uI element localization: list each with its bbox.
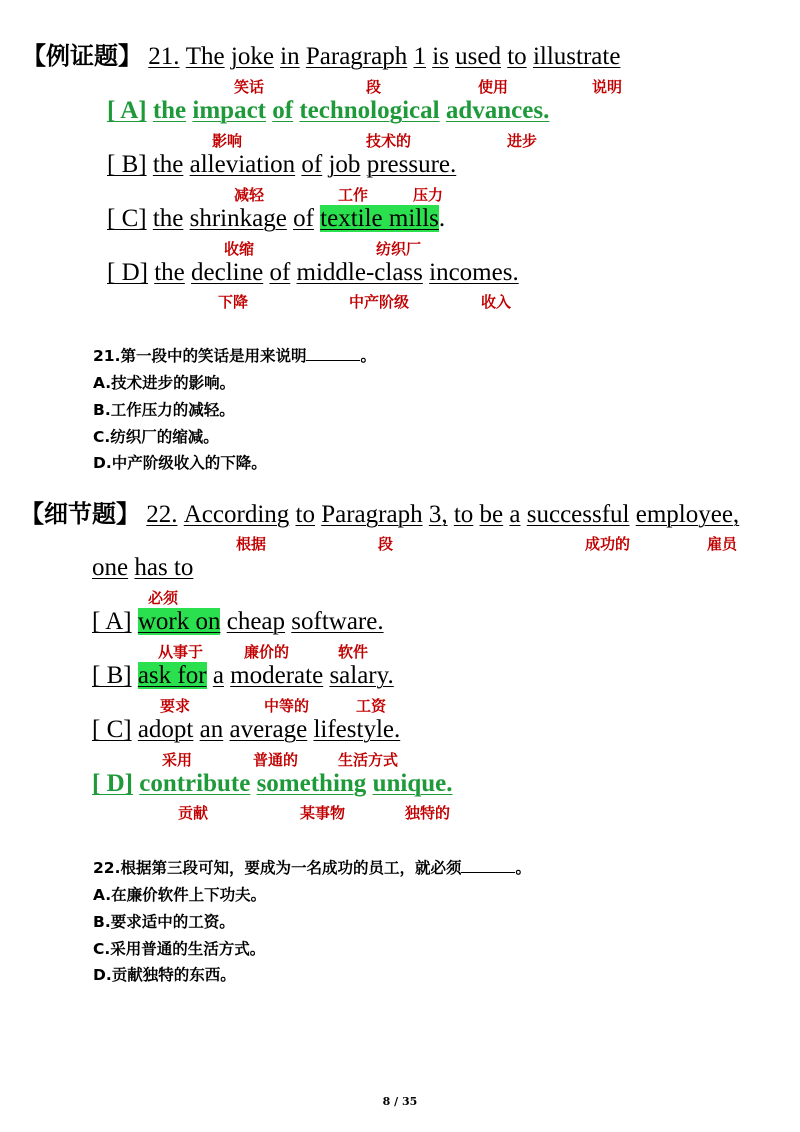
- word: of: [301, 151, 323, 178]
- gloss: 纺织厂: [376, 240, 422, 258]
- highlighted-word: work on: [137, 608, 221, 635]
- word: decline: [191, 259, 264, 286]
- gloss: 贡献: [178, 804, 209, 822]
- gloss: 根据: [236, 535, 267, 553]
- word: adopt: [137, 716, 194, 743]
- option-letter: [ C]: [107, 205, 147, 232]
- gloss: 下降: [218, 293, 249, 311]
- word: the: [152, 97, 187, 124]
- word: used: [455, 43, 501, 70]
- word: technological: [299, 97, 440, 124]
- word: incomes.: [429, 259, 519, 286]
- word: lifestyle.: [313, 716, 401, 743]
- gloss: 某事物: [300, 804, 346, 822]
- word: in: [280, 43, 300, 70]
- gloss: 软件: [338, 643, 369, 661]
- gloss: 廉价的: [244, 643, 290, 661]
- word: The: [185, 43, 225, 70]
- q21-stem: [22, 40, 620, 73]
- gloss: 中产阶级: [349, 293, 410, 311]
- gloss: 独特的: [405, 804, 451, 822]
- q22-stem: [20, 498, 739, 531]
- answer-blank: [306, 345, 360, 361]
- q22-num: 22.: [146, 501, 178, 528]
- q22-stem-line2: [92, 552, 193, 584]
- option-letter: [ D]: [107, 259, 148, 286]
- gloss: 要求: [160, 697, 191, 715]
- word: is: [432, 43, 449, 70]
- q21-option-a: [107, 95, 549, 127]
- word: Paragraph: [321, 501, 423, 528]
- zh-option: A.在廉价软件上下功夫。: [93, 886, 267, 904]
- word: the: [154, 259, 185, 286]
- zh-option: D.贡献独特的东西。: [93, 966, 236, 984]
- word: advances.: [445, 97, 550, 124]
- word: .: [438, 205, 446, 232]
- word: of: [272, 97, 294, 124]
- q22-option-a: [92, 606, 384, 638]
- gloss: 必须: [148, 589, 179, 607]
- word: a: [212, 662, 224, 689]
- gloss: 段: [366, 78, 382, 96]
- gloss: 笑话: [234, 78, 265, 96]
- word: the: [152, 205, 184, 232]
- word: According: [183, 501, 290, 528]
- word: to: [507, 43, 527, 70]
- gloss: 成功的: [585, 535, 631, 553]
- word: 1: [413, 43, 426, 70]
- option-letter: [ D]: [92, 770, 133, 797]
- zh-option: D.中产阶级收入的下降。: [93, 454, 267, 472]
- word: illustrate: [532, 43, 621, 70]
- gloss: 收入: [481, 293, 512, 311]
- gloss: 进步: [507, 132, 538, 150]
- word: shrinkage: [189, 205, 287, 232]
- word: one: [92, 554, 129, 581]
- word: unique.: [372, 770, 453, 797]
- option-letter: [ C]: [92, 716, 132, 743]
- option-letter: [ B]: [107, 151, 147, 178]
- word: to: [295, 501, 315, 528]
- word: alleviation: [189, 151, 296, 178]
- option-letter: [ A]: [92, 608, 132, 635]
- word: moderate: [230, 662, 324, 689]
- highlighted-word: textile mills: [320, 205, 439, 232]
- q21-option-c: [107, 203, 445, 235]
- gloss: 技术的: [366, 132, 412, 150]
- word: impact: [192, 97, 267, 124]
- zh-period: 。: [515, 859, 531, 877]
- gloss: 中等的: [264, 697, 310, 715]
- option-letter: [ B]: [92, 662, 132, 689]
- zh-period: 。: [360, 347, 376, 365]
- zh-question-text: 22.根据第三段可知，要成为一名成功的员工，就必须: [93, 859, 462, 877]
- q21-option-d: [107, 257, 519, 289]
- q21-zh-question: [93, 345, 376, 367]
- q22-zh-question: [93, 857, 531, 879]
- word: contribute: [139, 770, 251, 797]
- gloss: 工作: [338, 186, 369, 204]
- gloss: 影响: [212, 132, 243, 150]
- q22-tag: 【细节题】: [20, 500, 140, 528]
- word: average: [229, 716, 308, 743]
- word: an: [199, 716, 224, 743]
- gloss: 使用: [478, 78, 509, 96]
- q21-num: 21.: [148, 43, 180, 70]
- highlighted-word: ask for: [137, 662, 207, 689]
- zh-option: B.工作压力的减轻。: [93, 401, 235, 419]
- q21-option-b: [107, 149, 456, 181]
- word: middle-class: [296, 259, 423, 286]
- answer-blank: [461, 857, 515, 873]
- gloss: 从事于: [158, 643, 204, 661]
- word: of: [269, 259, 291, 286]
- word: the: [152, 151, 184, 178]
- q22-option-d: [92, 768, 452, 800]
- word: successful: [526, 501, 630, 528]
- page-number: 8 / 35: [382, 1095, 418, 1108]
- word: Paragraph: [305, 43, 408, 70]
- q21-tag: 【例证题】: [22, 42, 142, 70]
- gloss: 收缩: [224, 240, 255, 258]
- option-letter: [ A]: [107, 97, 147, 124]
- gloss: 压力: [413, 186, 444, 204]
- word: salary.: [329, 662, 394, 689]
- zh-question-text: 21.第一段中的笑话是用来说明: [93, 347, 307, 365]
- word: pressure.: [366, 151, 457, 178]
- word: has to: [134, 554, 194, 581]
- word: employee,: [635, 501, 740, 528]
- q22-option-c: [92, 714, 400, 746]
- word: software.: [291, 608, 384, 635]
- word: joke: [230, 43, 274, 70]
- word: of: [293, 205, 314, 232]
- zh-option: A.技术进步的影响。: [93, 374, 236, 392]
- gloss: 普通的: [253, 751, 299, 769]
- word: to: [453, 501, 474, 528]
- word: a: [509, 501, 521, 528]
- word: be: [479, 501, 504, 528]
- word: something: [256, 770, 367, 797]
- zh-option: B.要求适中的工资。: [93, 913, 235, 931]
- q22-option-b: [92, 660, 394, 692]
- gloss: 说明: [592, 78, 623, 96]
- gloss: 雇员: [707, 535, 738, 553]
- word: job: [328, 151, 361, 178]
- gloss: 减轻: [234, 186, 265, 204]
- gloss: 工资: [356, 697, 387, 715]
- zh-option: C.采用普通的生活方式。: [93, 940, 266, 958]
- zh-option: C.纺织厂的缩减。: [93, 428, 219, 446]
- gloss: 采用: [162, 751, 193, 769]
- word: cheap: [226, 608, 286, 635]
- gloss: 段: [378, 535, 394, 553]
- gloss: 生活方式: [338, 751, 399, 769]
- word: 3,: [428, 501, 448, 528]
